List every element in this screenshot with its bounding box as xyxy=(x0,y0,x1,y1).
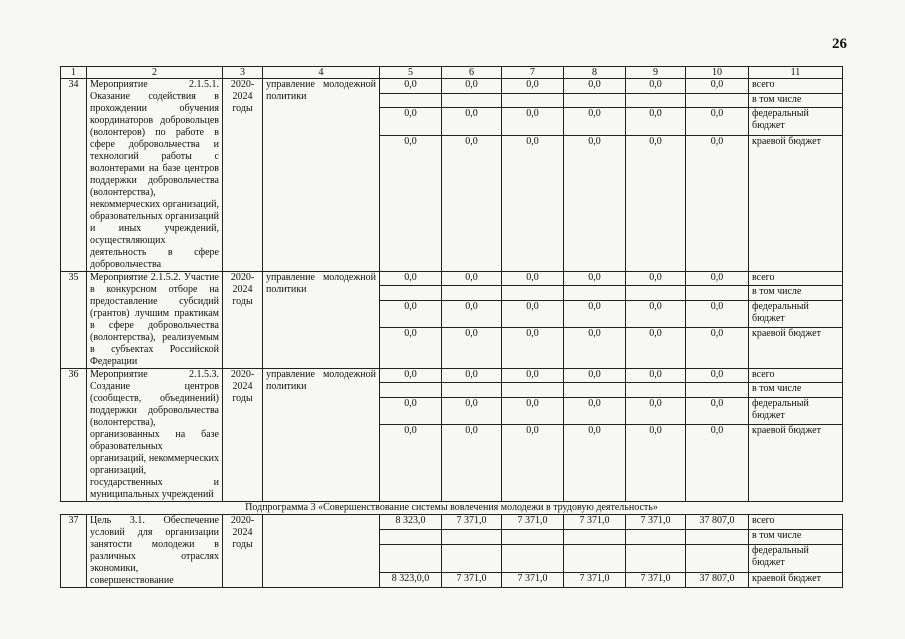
value-cell xyxy=(380,544,442,573)
funding-source: всего xyxy=(749,515,843,530)
table-row xyxy=(61,79,843,94)
value-cell: 0,0 xyxy=(502,300,564,327)
value-cell: 7 371,0 xyxy=(564,515,626,530)
value-cell xyxy=(502,93,564,108)
value-cell: 0,0 xyxy=(626,108,686,136)
value-cell: 37 807,0 xyxy=(686,573,749,588)
value-cell xyxy=(626,286,686,300)
funding-source: федеральный бюджет xyxy=(749,397,843,424)
value-cell: 0,0 xyxy=(502,369,564,383)
header-cell: 10 xyxy=(686,67,749,79)
value-cell xyxy=(502,383,564,397)
value-cell xyxy=(502,529,564,544)
value-cell: 0,0 xyxy=(442,300,502,327)
value-cell: 0,0 xyxy=(686,425,749,502)
funding-source: в том числе xyxy=(749,383,843,397)
funding-source: краевой бюджет xyxy=(749,573,843,588)
value-cell: 0,0 xyxy=(686,300,749,327)
row-description: Мероприятие 2.1.5.3. Создание центров (сообществ, объединений) поддержки добровольчества (волонтерства), организованных на базе образовательных организаций, некоммерческих организаций, государственных и муниципальных учреждений xyxy=(87,369,223,502)
value-cell xyxy=(564,529,626,544)
value-cell xyxy=(442,529,502,544)
value-cell: 7 371,0 xyxy=(626,573,686,588)
value-cell: 0,0 xyxy=(686,108,749,136)
value-cell xyxy=(442,544,502,573)
value-cell: 0,0 xyxy=(502,79,564,94)
table-row xyxy=(61,369,843,383)
value-cell: 0,0 xyxy=(502,328,564,369)
value-cell xyxy=(626,93,686,108)
row-number: 36 xyxy=(61,369,87,502)
value-cell: 0,0 xyxy=(380,300,442,327)
value-cell: 37 807,0 xyxy=(686,515,749,530)
funding-source: в том числе xyxy=(749,529,843,544)
value-cell: 0,0 xyxy=(502,272,564,286)
page-number: 26 xyxy=(832,36,847,52)
value-cell xyxy=(442,383,502,397)
value-cell: 8 323,0 xyxy=(380,515,442,530)
value-cell: 0,0 xyxy=(686,79,749,94)
row-executor: управление молодежной политики xyxy=(263,272,380,369)
row-number: 37 xyxy=(61,515,87,588)
value-cell: 0,0 xyxy=(626,328,686,369)
funding-source: федеральный бюджет xyxy=(749,300,843,327)
funding-source: всего xyxy=(749,272,843,286)
value-cell: 0,0 xyxy=(380,328,442,369)
value-cell: 0,0 xyxy=(380,272,442,286)
value-cell xyxy=(686,286,749,300)
value-cell: 0,0 xyxy=(564,108,626,136)
funding-source: в том числе xyxy=(749,93,843,108)
value-cell xyxy=(626,383,686,397)
value-cell: 0,0 xyxy=(626,300,686,327)
row-description: Мероприятие 2.1.5.2. Участие в конкурсном отборе на предоставление субсидий (грантов) лучшим практикам в сфере добровольчества (волонтерства), реализуемым в субъектах Российской Федерации xyxy=(87,272,223,369)
value-cell: 0,0 xyxy=(564,79,626,94)
value-cell: 0,0 xyxy=(442,425,502,502)
value-cell: 0,0 xyxy=(442,136,502,272)
value-cell xyxy=(502,286,564,300)
value-cell: 7 371,0 xyxy=(564,573,626,588)
row-executor: управление молодежной политики xyxy=(263,79,380,272)
value-cell: 0,0 xyxy=(686,397,749,424)
funding-source: в том числе xyxy=(749,286,843,300)
value-cell: 0,0 xyxy=(442,328,502,369)
value-cell: 0,0 xyxy=(442,397,502,424)
value-cell: 0,0 xyxy=(502,425,564,502)
value-cell: 0,0 xyxy=(380,369,442,383)
header-cell: 2 xyxy=(87,67,223,79)
value-cell: 7 371,0 xyxy=(442,515,502,530)
value-cell: 0,0 xyxy=(626,369,686,383)
value-cell: 0,0 xyxy=(442,108,502,136)
value-cell: 0,0 xyxy=(380,397,442,424)
value-cell: 0,0 xyxy=(626,397,686,424)
value-cell: 0,0 xyxy=(502,136,564,272)
value-cell: 0,0 xyxy=(564,136,626,272)
header-cell: 5 xyxy=(380,67,442,79)
value-cell: 0,0 xyxy=(686,272,749,286)
value-cell xyxy=(686,93,749,108)
value-cell: 0,0 xyxy=(380,136,442,272)
value-cell: 7 371,0 xyxy=(442,573,502,588)
value-cell xyxy=(626,544,686,573)
value-cell: 0,0 xyxy=(380,79,442,94)
row-description: Мероприятие 2.1.5.1. Оказание содействия в прохождении обучения координаторов добровольцев (волонтеров) по работе в сфере добровольчества и технологий работы с волонтерами на базе центров поддержки добровольчества (волонтерства), некоммерческих организаций, образовательных организаций и иных учреждений, осуществляющих деятельность в сфере добровольчества xyxy=(87,79,223,272)
value-cell: 8 323,0,0 xyxy=(380,573,442,588)
value-cell: 7 371,0 xyxy=(626,515,686,530)
value-cell: 0,0 xyxy=(442,369,502,383)
value-cell xyxy=(564,383,626,397)
value-cell: 0,0 xyxy=(626,79,686,94)
funding-source: краевой бюджет xyxy=(749,136,843,272)
value-cell: 0,0 xyxy=(380,108,442,136)
value-cell xyxy=(380,529,442,544)
value-cell: 0,0 xyxy=(564,328,626,369)
row-executor: управление молодежной политики xyxy=(263,369,380,502)
value-cell: 0,0 xyxy=(502,397,564,424)
value-cell xyxy=(564,286,626,300)
header-cell: 7 xyxy=(502,67,564,79)
value-cell: 0,0 xyxy=(626,136,686,272)
value-cell: 0,0 xyxy=(564,369,626,383)
funding-source: федеральный бюджет xyxy=(749,108,843,136)
funding-source: всего xyxy=(749,369,843,383)
table-row xyxy=(61,272,843,286)
value-cell xyxy=(564,544,626,573)
row-period: 2020-2024 годы xyxy=(223,272,263,369)
value-cell xyxy=(442,93,502,108)
header-cell: 9 xyxy=(626,67,686,79)
value-cell xyxy=(380,383,442,397)
header-row xyxy=(61,67,843,79)
table-row xyxy=(61,515,843,530)
funding-source: краевой бюджет xyxy=(749,328,843,369)
row-period: 2020-2024 годы xyxy=(223,369,263,502)
header-cell: 3 xyxy=(223,67,263,79)
subprogram-title: Подпрограмма 3 «Совершенствование системы вовлечения молодежи в трудовую деятельность» xyxy=(61,502,843,515)
budget-table xyxy=(60,66,843,588)
funding-source: федеральный бюджет xyxy=(749,544,843,573)
value-cell: 0,0 xyxy=(626,425,686,502)
value-cell: 7 371,0 xyxy=(502,515,564,530)
value-cell: 0,0 xyxy=(686,328,749,369)
value-cell xyxy=(686,544,749,573)
value-cell xyxy=(502,544,564,573)
row-period: 2020-2024 годы xyxy=(223,79,263,272)
header-cell: 6 xyxy=(442,67,502,79)
value-cell xyxy=(686,383,749,397)
value-cell: 0,0 xyxy=(564,425,626,502)
value-cell xyxy=(626,529,686,544)
value-cell: 0,0 xyxy=(686,369,749,383)
value-cell: 0,0 xyxy=(502,108,564,136)
row-description: Цель 3.1. Обеспечение условий для организации занятости молодежи в различных отраслях экономики, совершенствование xyxy=(87,515,223,588)
value-cell: 0,0 xyxy=(686,136,749,272)
value-cell xyxy=(442,286,502,300)
value-cell: 0,0 xyxy=(626,272,686,286)
value-cell: 0,0 xyxy=(442,272,502,286)
row-number: 35 xyxy=(61,272,87,369)
row-period: 2020-2024 годы xyxy=(223,515,263,588)
value-cell xyxy=(380,286,442,300)
header-cell: 4 xyxy=(263,67,380,79)
value-cell: 7 371,0 xyxy=(502,573,564,588)
value-cell: 0,0 xyxy=(564,300,626,327)
funding-source: краевой бюджет xyxy=(749,425,843,502)
subprogram-row xyxy=(61,502,843,515)
value-cell: 0,0 xyxy=(564,272,626,286)
row-executor xyxy=(263,515,380,588)
value-cell: 0,0 xyxy=(442,79,502,94)
value-cell xyxy=(564,93,626,108)
value-cell: 0,0 xyxy=(380,425,442,502)
header-cell: 1 xyxy=(61,67,87,79)
value-cell xyxy=(686,529,749,544)
header-cell: 8 xyxy=(564,67,626,79)
row-number: 34 xyxy=(61,79,87,272)
header-cell: 11 xyxy=(749,67,843,79)
value-cell xyxy=(380,93,442,108)
funding-source: всего xyxy=(749,79,843,94)
value-cell: 0,0 xyxy=(564,397,626,424)
